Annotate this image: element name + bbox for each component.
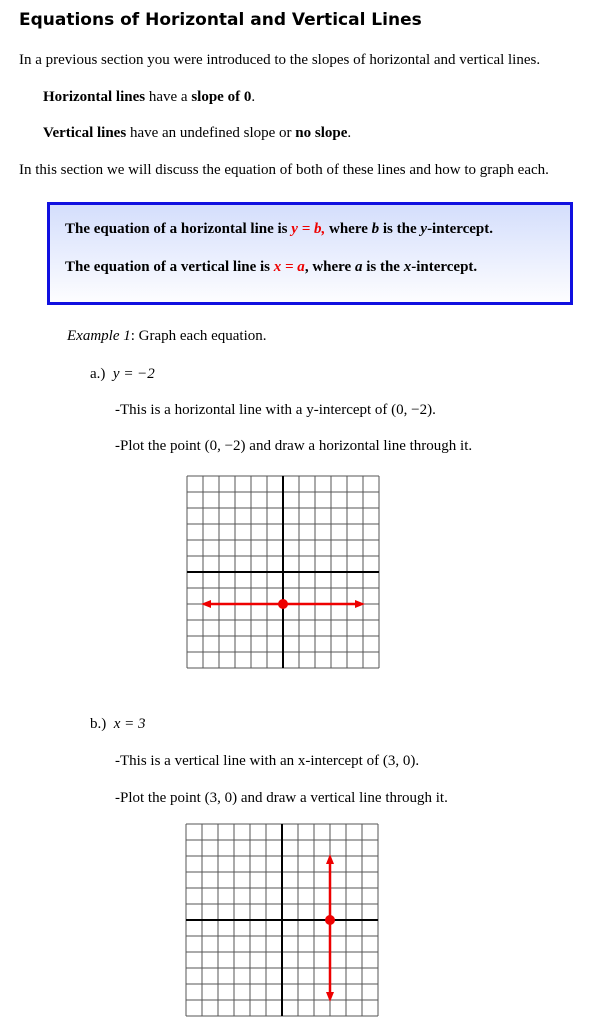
text: is the <box>379 221 421 237</box>
example-label: Example 1 <box>67 328 131 344</box>
text: : Graph each equation. <box>130 328 267 344</box>
point <box>325 915 335 925</box>
term: Vertical lines <box>43 125 127 141</box>
graph-vertical-line <box>185 823 379 1017</box>
part-a-desc2: -Plot the point (0, −2) and draw a horizontal line through it. <box>115 438 473 454</box>
text: is the <box>362 259 404 275</box>
text: -intercept. <box>411 259 478 275</box>
text: . <box>251 89 256 105</box>
point <box>278 599 288 609</box>
section-text: In this section we will discuss the equation of both of these lines and how to graph each. <box>19 162 549 178</box>
equation: y = b, <box>291 221 326 237</box>
intro-text: In a previous section you were introduced to the slopes of horizontal and vertical lines. <box>19 52 541 68</box>
vertical-definition <box>65 259 477 276</box>
horizontal-note <box>43 89 255 106</box>
part-label: a.) <box>90 366 106 382</box>
text: , where <box>304 259 355 275</box>
term: no slope <box>295 125 348 141</box>
text: The equation of a vertical line is <box>65 259 274 275</box>
equation: x = a <box>273 259 305 275</box>
text: where <box>325 221 372 237</box>
horizontal-definition <box>65 221 493 238</box>
equation: y = −2 <box>112 366 155 382</box>
example-heading <box>67 328 267 345</box>
graph-horizontal-line <box>186 475 380 669</box>
equation: x = 3 <box>113 716 146 732</box>
text: -intercept. <box>427 221 494 237</box>
part-a-desc1: -This is a horizontal line with a y-intercept of (0, −2). <box>115 402 436 418</box>
text: The equation of a horizontal line is <box>65 221 292 237</box>
variable: a <box>354 259 363 275</box>
part-b-heading <box>90 716 146 733</box>
vertical-note <box>43 125 351 142</box>
term: Horizontal lines <box>43 89 146 105</box>
part-a-heading <box>90 366 155 383</box>
part-label: b.) <box>90 716 107 732</box>
part-b-desc2: -Plot the point (3, 0) and draw a vertical line through it. <box>115 790 448 806</box>
part-b-desc1: -This is a vertical line with an x-intercept of (3, 0). <box>115 753 420 769</box>
text: . <box>347 125 352 141</box>
variable: x <box>403 259 412 275</box>
variable: b <box>371 221 380 237</box>
term: slope of 0 <box>191 89 252 105</box>
text: have a <box>145 89 192 105</box>
text: have an undefined slope or <box>126 125 296 141</box>
definition-box <box>47 202 573 305</box>
page-title: Equations of Horizontal and Vertical Lines <box>19 10 422 30</box>
variable: y <box>420 221 428 237</box>
